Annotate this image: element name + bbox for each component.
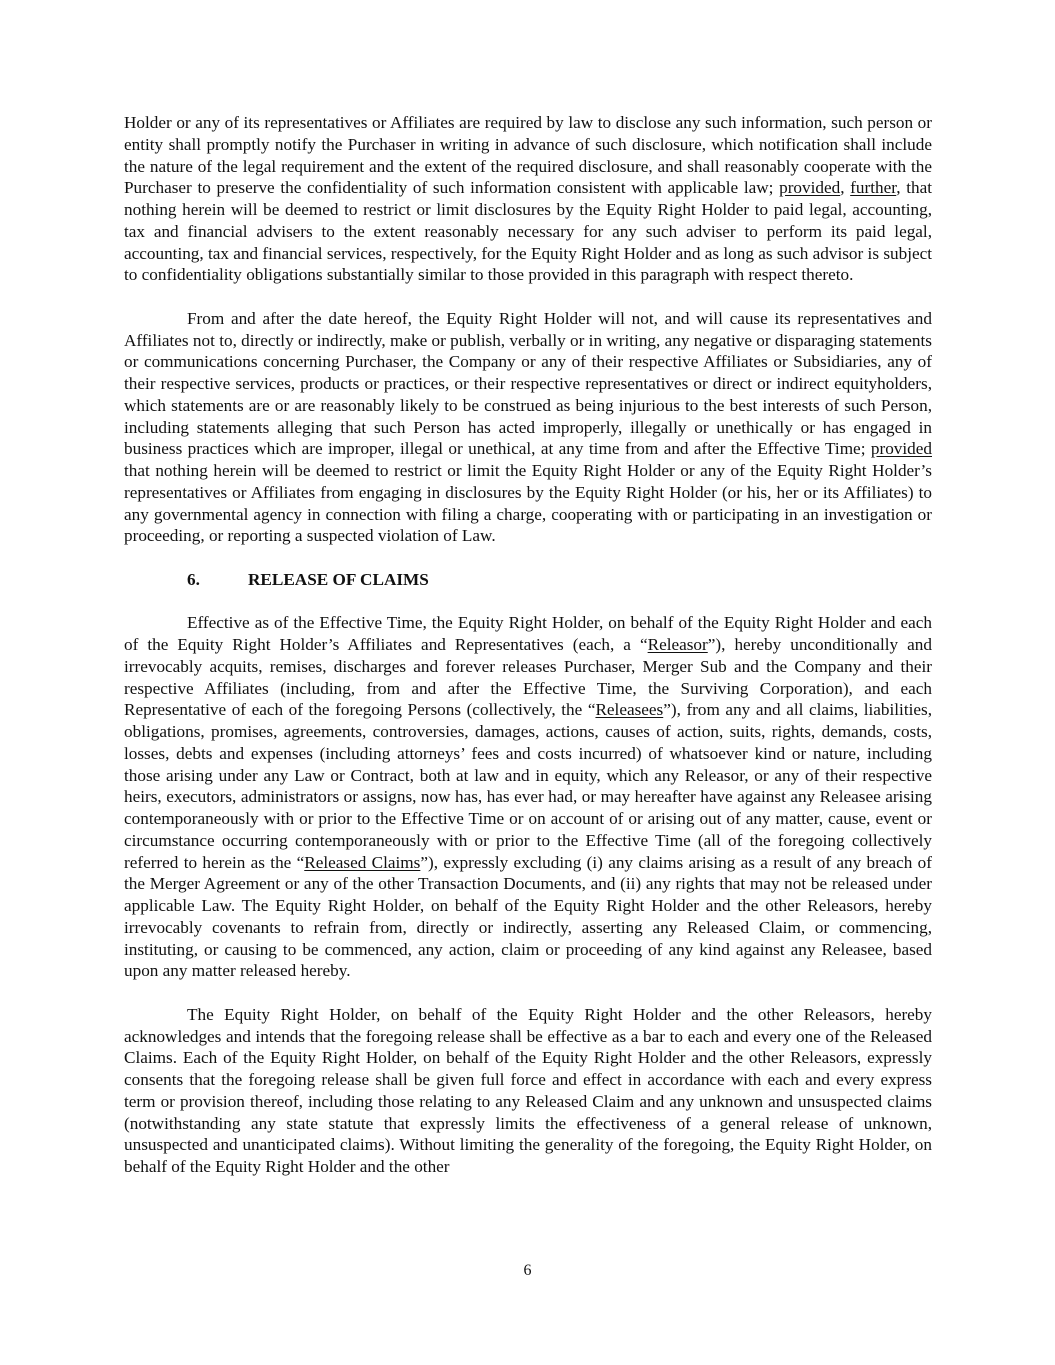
paragraph-release-acknowledgement: [124, 1004, 932, 1178]
text-run: that nothing herein will be deemed to restrict or limit the Equity Right Holder or any of the Equity Right Holder’s representatives or Affiliates from engaging in disclosures by the Equity Right Holder (or his, her or its Affiliates) to any governmental agency in connection with filing a charge, cooperating with or participating in an investigation or proceeding, or reporting a suspected violation of Law.: [124, 461, 932, 546]
defined-term-released-claims: Released Claims: [304, 852, 421, 872]
text-run: , that nothing herein will be deemed to restrict or limit disclosures by the Equity Right Holder to paid legal, accounting, tax and financial advisers to the extent reasonably necessary for any such adviser to perform its paid legal, accounting, tax and financial services, respectively, for the Equity Right Holder and as long as such advisor is subject to confidentiality obligations substantially similar to those provided in this paragraph with respect thereto.: [124, 178, 932, 285]
text-run: ,: [840, 178, 851, 198]
text-run: ”), hereby unconditionally and irrevocably acquits, remises, discharges and forever releases Purchaser, Merger Sub and the Company and their respective Affiliates (including, from and after the Effective Time, the Surviving Corporation), and each Representative of each of the foregoing Persons (collectively, the “: [124, 635, 932, 720]
text-run: Effective as of the Effective Time, the Equity Right Holder, on behalf of the Equity Right Holder and each of the Equity Right Holder’s Affiliates and Representatives (each, a “: [124, 613, 932, 654]
paragraph-release: [124, 612, 932, 982]
paragraph-spacer: [124, 547, 932, 569]
text-run: The Equity Right Holder, on behalf of the Equity Right Holder and the other Releasors, hereby acknowledges and intends that the foregoing release shall be effective as a bar to each and every one of the Released Claims. Each of the Equity Right Holder, on behalf of the Equity Right Holder and the other Releasors, expressly consents that the foregoing release shall be given full force and effect in accordance with each and every express term or provision thereof, including those relating to any Released Claim and any unknown and unsuspected claims (notwithstanding any state statute that expressly limits the effectiveness of a general release of unknown, unsuspected and unanticipated claims). Without limiting the generality of the foregoing, the Equity Right Holder, on behalf of the Equity Right Holder and the other: [124, 1004, 932, 1176]
paragraph-spacer: [124, 982, 932, 1004]
underlined-term-further: further: [850, 178, 897, 198]
text-run: ”), expressly excluding (i) any claims arising as a result of any breach of the Merger Agreement or any of the other Transaction Documents, and (ii) any rights that may not be released under applicable Law. The Equity Right Holder, on behalf of the Equity Right Holder and the other Releasors, hereby irrevocably covenants to refrain from, directly or indirectly, asserting any Released Claim, or commencing, instituting, or causing to be commenced, any action, claim or proceeding of any kind against any Releasee, based upon any matter released hereby.: [124, 852, 932, 981]
text-run: Holder or any of its representatives or Affiliates are required by law to disclose any such information, such person or entity shall promptly notify the Purchaser in writing in advance of such disclosure, which notification shall include the nature of the legal requirement and the extent of the required disclosure, and shall reasonably cooperate with the Purchaser to preserve the confidentiality of such information consistent with applicable law;: [124, 113, 932, 198]
section-number: 6.: [187, 569, 200, 589]
section-heading-release-of-claims: [124, 569, 932, 591]
underlined-term-provided: provided: [870, 439, 932, 459]
section-title: RELEASE OF CLAIMS: [248, 569, 429, 589]
paragraph-spacer: [124, 286, 932, 308]
defined-term-releasees: Releasees: [595, 700, 664, 720]
underlined-term-provided: provided: [779, 178, 841, 198]
text-run: ”), from any and all claims, liabilities, obligations, promises, agreements, controversies, damages, actions, causes of action, suits, rights, demands, costs, losses, debts and expenses (including attorneys’ fees and costs incurred) of whatsoever kind or nature, including those arising under any Law or Contract, both at law and in equity, which any Releasor, or any of their respective heirs, executors, administrators or assigns, now has, has ever had, or may hereafter have against any Releasee arising contemporaneously with or prior to the Effective Time or on account of or arising out of any matter, cause, event or circumstance occurring contemporaneously with or prior to the Effective Time (all of the foregoing collectively referred to herein as the “: [124, 700, 932, 872]
text-run: From and after the date hereof, the Equity Right Holder will not, and will cause its representatives and Affiliates not to, directly or indirectly, make or publish, verbally or in writing, any negative or disparaging statements or communications concerning Purchaser, the Company or any of their respective Affiliates or Subsidiaries, any of their respective services, products or practices, or their respective representatives or direct or indirect equityholders, which statements are or are reasonably likely to be construed as being injurious to the best interests of such Person, including statements alleging that such Person has acted improperly, illegally or unethically or has engaged in business practices which are improper, illegal or unethical, at any time from and after the Effective Time;: [124, 308, 932, 459]
paragraph-non-disparagement: [124, 308, 932, 547]
page-number: 6: [523, 1262, 532, 1279]
paragraph-confidentiality-continuation: [124, 112, 932, 286]
document-page: [124, 112, 932, 1178]
defined-term-releasor: Releasor: [647, 635, 708, 654]
paragraph-spacer: [124, 591, 932, 613]
